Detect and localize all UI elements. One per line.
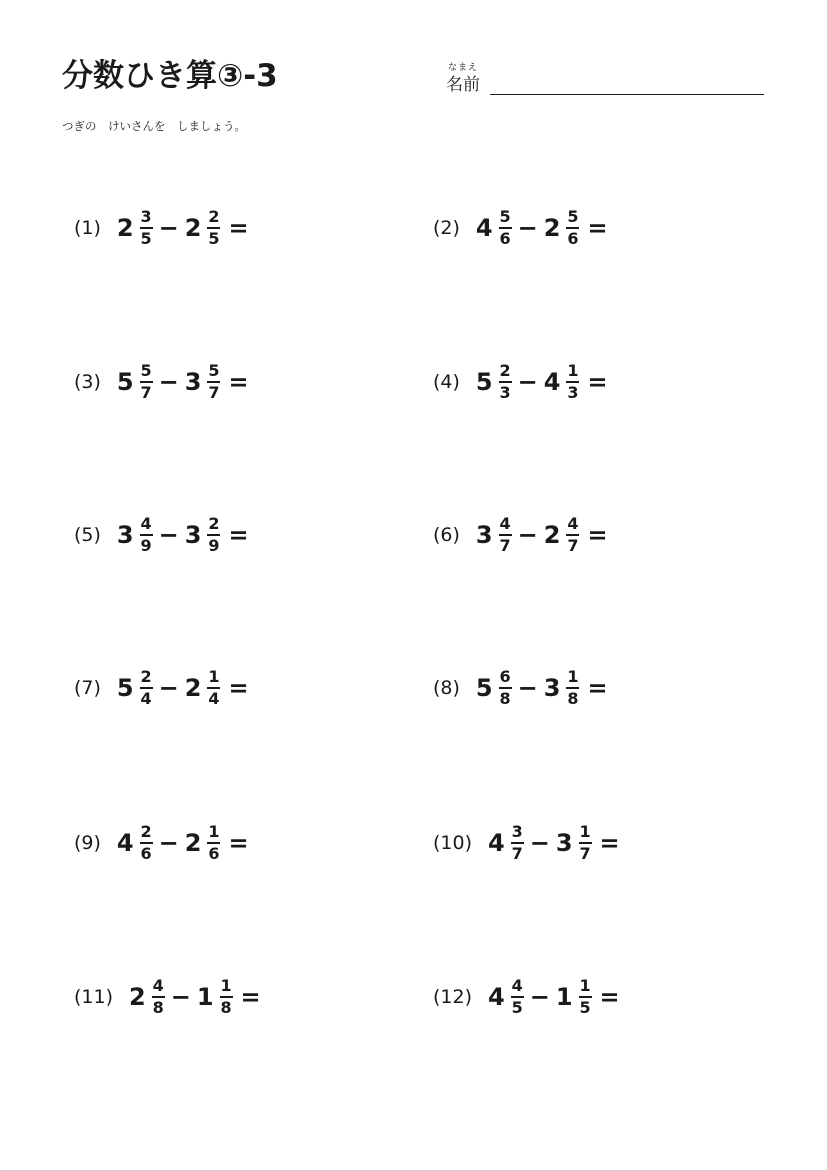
numerator: 1 <box>579 822 591 841</box>
whole-number: 1 <box>196 983 214 1011</box>
numerator: 3 <box>140 207 152 226</box>
problem-5 <box>74 513 249 557</box>
fraction <box>220 977 233 1017</box>
denominator: 7 <box>579 844 591 863</box>
numerator: 5 <box>567 207 579 226</box>
minus-sign: − <box>517 214 538 242</box>
problem-number: (1) <box>74 217 101 239</box>
numerator: 1 <box>208 822 220 841</box>
equals-sign: = <box>599 829 620 857</box>
whole-number: 3 <box>116 521 134 549</box>
equals-sign: = <box>228 674 249 702</box>
denominator: 5 <box>511 998 523 1017</box>
problem-number: (9) <box>74 832 101 854</box>
numerator: 4 <box>140 514 152 533</box>
equals-sign: = <box>228 368 249 396</box>
fraction <box>207 515 220 555</box>
denominator: 8 <box>567 689 579 708</box>
whole-number: 5 <box>475 674 493 702</box>
whole-number: 5 <box>475 368 493 396</box>
whole-number: 5 <box>116 368 134 396</box>
fraction <box>140 362 153 402</box>
equals-sign: = <box>228 521 249 549</box>
equals-sign: = <box>587 214 608 242</box>
numerator: 2 <box>140 822 152 841</box>
name-ruby: なまえ <box>448 63 479 73</box>
minus-sign: − <box>529 983 550 1011</box>
minus-sign: − <box>158 368 179 396</box>
equals-sign: = <box>228 829 249 857</box>
problem-11 <box>74 975 261 1019</box>
page-title: 分数ひき算③-3 <box>62 58 278 94</box>
minus-sign: − <box>517 674 538 702</box>
minus-sign: − <box>170 983 191 1011</box>
equals-sign: = <box>587 368 608 396</box>
fraction <box>499 668 512 708</box>
whole-number: 1 <box>555 983 573 1011</box>
whole-number: 4 <box>488 829 505 857</box>
denominator: 7 <box>499 536 511 555</box>
whole-number: 4 <box>543 368 561 396</box>
numerator: 5 <box>499 207 511 226</box>
denominator: 6 <box>499 229 511 248</box>
whole-number: 4 <box>488 983 505 1011</box>
problem-10 <box>433 821 620 865</box>
whole-number: 2 <box>129 983 146 1011</box>
fraction <box>566 515 579 555</box>
fraction <box>140 823 153 863</box>
denominator: 8 <box>152 998 164 1017</box>
fraction <box>207 668 220 708</box>
problem-number: (2) <box>433 217 460 239</box>
problem-7 <box>74 666 249 710</box>
fraction <box>207 362 220 402</box>
equals-sign: = <box>240 983 261 1011</box>
fraction <box>140 668 153 708</box>
whole-number: 2 <box>184 829 202 857</box>
name-label: 名前 <box>446 75 480 95</box>
whole-number: 4 <box>475 214 493 242</box>
problem-number: (5) <box>74 524 101 546</box>
denominator: 5 <box>579 998 591 1017</box>
fraction <box>499 208 512 248</box>
numerator: 1 <box>208 667 220 686</box>
problem-8 <box>433 666 608 710</box>
whole-number: 3 <box>543 674 561 702</box>
numerator: 1 <box>567 667 579 686</box>
fraction <box>566 668 579 708</box>
problem-number: (8) <box>433 677 460 699</box>
problem-number: (10) <box>433 832 473 854</box>
fraction <box>140 208 153 248</box>
fraction <box>207 823 220 863</box>
numerator: 1 <box>220 976 232 995</box>
problem-number: (4) <box>433 371 460 393</box>
whole-number: 2 <box>184 214 202 242</box>
denominator: 9 <box>208 536 220 555</box>
numerator: 4 <box>567 514 579 533</box>
whole-number: 5 <box>116 674 134 702</box>
numerator: 2 <box>140 667 152 686</box>
denominator: 5 <box>140 229 152 248</box>
minus-sign: − <box>158 829 179 857</box>
whole-number: 2 <box>543 214 561 242</box>
denominator: 7 <box>567 536 579 555</box>
equals-sign: = <box>587 521 608 549</box>
denominator: 7 <box>208 383 220 402</box>
problem-number: (12) <box>433 986 473 1008</box>
numerator: 4 <box>511 976 523 995</box>
whole-number: 4 <box>116 829 134 857</box>
fraction <box>152 977 165 1017</box>
whole-number: 2 <box>184 674 202 702</box>
denominator: 8 <box>499 689 511 708</box>
problem-12 <box>433 975 620 1019</box>
fraction <box>511 977 524 1017</box>
problem-9 <box>74 821 249 865</box>
denominator: 4 <box>208 689 220 708</box>
minus-sign: − <box>158 521 179 549</box>
minus-sign: − <box>517 368 538 396</box>
problem-number: (3) <box>74 371 101 393</box>
numerator: 6 <box>499 667 511 686</box>
fraction <box>140 515 153 555</box>
equals-sign: = <box>228 214 249 242</box>
problem-3 <box>74 360 249 404</box>
whole-number: 3 <box>555 829 573 857</box>
numerator: 2 <box>499 361 511 380</box>
numerator: 1 <box>567 361 579 380</box>
minus-sign: − <box>158 674 179 702</box>
denominator: 6 <box>140 844 152 863</box>
denominator: 8 <box>220 998 232 1017</box>
problem-number: (11) <box>74 986 114 1008</box>
denominator: 9 <box>140 536 152 555</box>
denominator: 6 <box>208 844 220 863</box>
denominator: 3 <box>567 383 579 402</box>
numerator: 2 <box>208 514 220 533</box>
denominator: 4 <box>140 689 152 708</box>
numerator: 5 <box>208 361 220 380</box>
fraction <box>579 823 592 863</box>
numerator: 5 <box>140 361 152 380</box>
numerator: 2 <box>208 207 220 226</box>
fraction <box>499 515 512 555</box>
denominator: 6 <box>567 229 579 248</box>
whole-number: 2 <box>116 214 134 242</box>
problem-number: (6) <box>433 524 460 546</box>
fraction <box>207 208 220 248</box>
problem-6 <box>433 513 608 557</box>
equals-sign: = <box>599 983 620 1011</box>
fraction <box>499 362 512 402</box>
numerator: 4 <box>152 976 164 995</box>
name-write-line[interactable] <box>490 94 764 95</box>
whole-number: 3 <box>475 521 493 549</box>
numerator: 4 <box>499 514 511 533</box>
fraction <box>511 823 524 863</box>
problem-number: (7) <box>74 677 101 699</box>
denominator: 5 <box>208 229 220 248</box>
instruction-text: つぎの けいさんを しましょう。 <box>62 119 246 133</box>
whole-number: 3 <box>184 521 202 549</box>
minus-sign: − <box>517 521 538 549</box>
fraction <box>566 208 579 248</box>
numerator: 1 <box>579 976 591 995</box>
numerator: 3 <box>511 822 523 841</box>
minus-sign: − <box>158 214 179 242</box>
denominator: 7 <box>140 383 152 402</box>
whole-number: 3 <box>184 368 202 396</box>
problem-2 <box>433 206 608 250</box>
fraction <box>566 362 579 402</box>
denominator: 7 <box>511 844 523 863</box>
problem-4 <box>433 360 608 404</box>
minus-sign: − <box>529 829 550 857</box>
denominator: 3 <box>499 383 511 402</box>
whole-number: 2 <box>543 521 561 549</box>
problem-1 <box>74 206 249 250</box>
equals-sign: = <box>587 674 608 702</box>
fraction <box>579 977 592 1017</box>
